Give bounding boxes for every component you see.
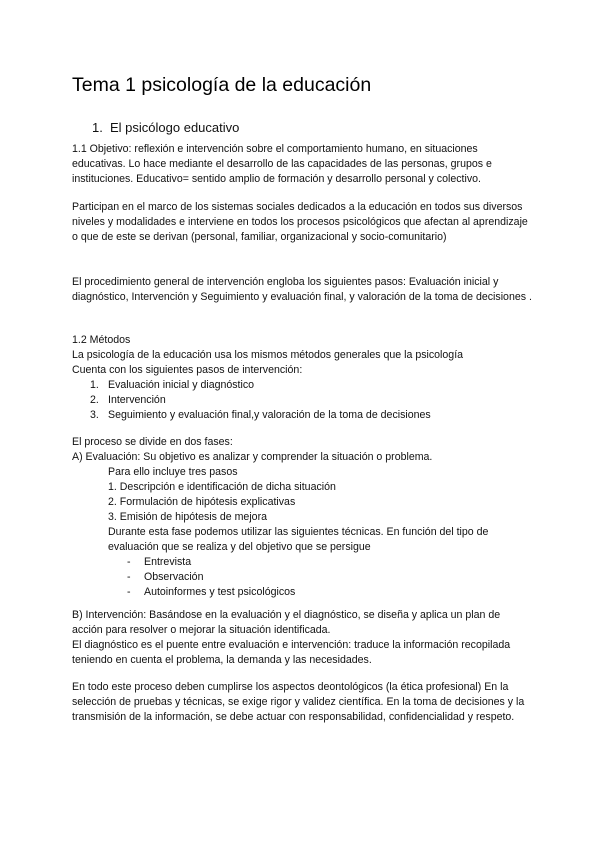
section-heading	[92, 120, 239, 135]
paragraph-intervencion: B) Intervención: Basándose en la evaluación y el diagnóstico, se diseña y aplica un plan de acción para resolver o mejorar la situación identificada. El diagnóstico es el puente entre evaluación e intervención: traduce la información recopilada teniendo en cuenta el problema, la demanda y las necesidades.	[72, 608, 532, 668]
metodos-heading: 1.2 Métodos	[72, 334, 131, 346]
paragraph-procedimiento: El procedimiento general de intervención engloba los siguientes pasos: Evaluación inicial y diagnóstico, Intervención y Seguimiento y evaluación final, y valoración de la toma de decisiones .	[72, 276, 532, 303]
durante-text: Durante esta fase podemos utilizar las siguientes técnicas. En función del tipo de evaluación que se realiza y del objetivo que se persigue	[108, 526, 489, 553]
metodos-line2: Cuenta con los siguientes pasos de intervención:	[72, 364, 303, 376]
section-fases	[72, 435, 532, 600]
paso-item: 1. Descripción e identificación de dicha situación	[108, 481, 336, 493]
list-item: 3. Seguimiento y evaluación final,y valoración de la toma de decisiones	[90, 409, 431, 421]
paragraph-deontologico: En todo este proceso deben cumplirse los aspectos deontológicos (la ética profesional) En la selección de pruebas y técnicas, se exige rigor y validez científica. En la toma de decisiones y la transmisión de la información, se debe actuar con responsabilidad, confidencialidad y respeto.	[72, 681, 525, 723]
paso-item: 3. Emisión de hipótesis de mejora	[108, 511, 267, 523]
section-number: 1.	[92, 120, 103, 135]
tecnicas-list	[72, 555, 532, 600]
fase-a-line: A) Evaluación: Su objetivo es analizar y comprender la situación o problema.	[72, 451, 433, 463]
list-item: - Observación	[127, 571, 204, 583]
section-title: El psicólogo educativo	[110, 120, 240, 135]
list-item: - Entrevista	[127, 556, 192, 568]
list-item: 1. Evaluación inicial y diagnóstico	[90, 379, 255, 391]
metodos-line1: La psicología de la educación usa los mismos métodos generales que la psicología	[72, 349, 464, 361]
paso-item: 2. Formulación de hipótesis explicativas	[108, 496, 296, 508]
steps-list	[72, 378, 532, 423]
list-item: 2. Intervención	[90, 394, 166, 406]
section-metodos	[72, 333, 532, 423]
paragraph-participan: Participan en el marco de los sistemas sociales dedicados a la educación en todos sus diversos niveles y modalidades e interviene en todos los procesos psicológicos que afectan al aprendizaje o que de este se derivan (personal, familiar, organizacional y socio-comunitario)	[72, 201, 528, 243]
page-title: Tema 1 psicología de la educación	[72, 74, 372, 96]
fases-intro: El proceso se divide en dos fases:	[72, 436, 233, 448]
paragraph-objetivo: 1.1 Objetivo: reflexión e intervención sobre el comportamiento humano, en situaciones educativas. Lo hace mediante el desarrollo de las capacidades de las personas, grupos e instituciones. Educativo= sentido amplio de formación y desarrollo personal y colectivo.	[72, 143, 492, 185]
paragraph-diagnostico: El diagnóstico es el puente entre evaluación e intervención: traduce la información recopilada teniendo en cuenta el problema, la demanda y las necesidades.	[72, 639, 511, 666]
para-ello: Para ello incluye tres pasos	[108, 466, 238, 478]
list-item: - Autoinformes y test psicológicos	[127, 586, 296, 598]
